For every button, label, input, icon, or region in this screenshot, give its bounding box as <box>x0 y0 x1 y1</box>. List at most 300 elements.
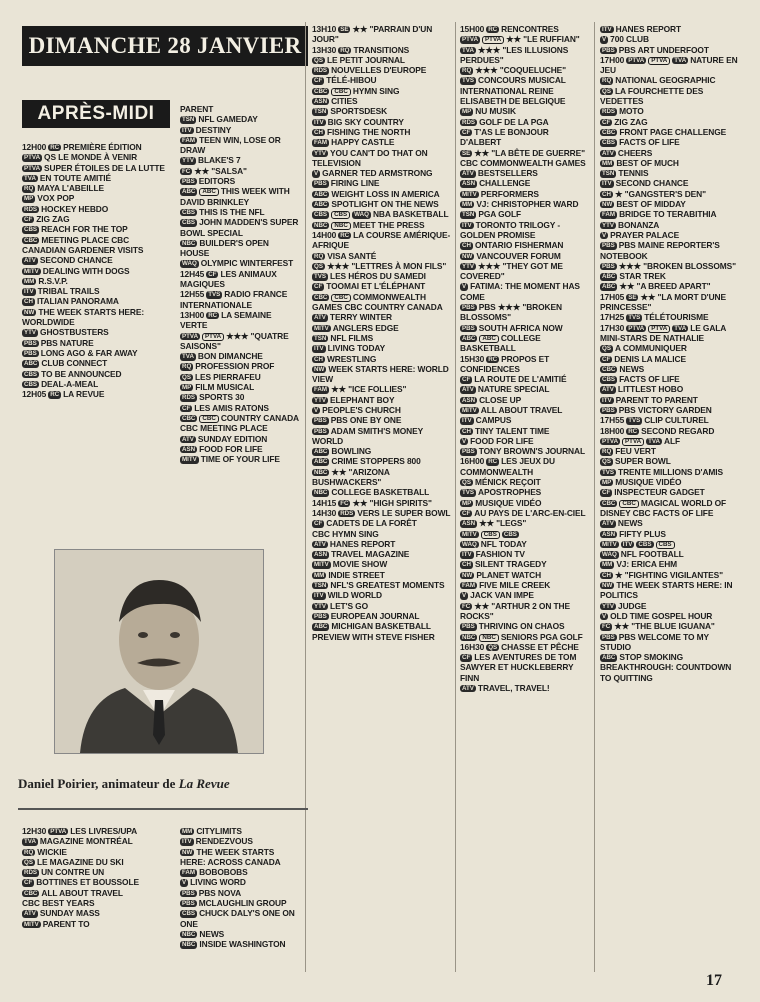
listing-time: 12H45 <box>180 268 205 279</box>
listing-entry <box>312 333 452 343</box>
program-title: MCLAUGHLIN GROUP <box>198 898 287 909</box>
channel-badge: TVA <box>648 437 661 445</box>
channel-badge: ABC <box>314 458 328 466</box>
channel-badge: YTV <box>314 396 327 404</box>
listing-entry <box>460 405 590 415</box>
program-title: TERRY WINTER <box>329 312 392 323</box>
program-title: VERS LE SUPER BOWL <box>357 507 451 518</box>
listing-entry <box>312 189 452 199</box>
channel-badge: ASN <box>314 98 328 106</box>
channel-badge: CBC <box>602 365 616 373</box>
channel-badge: WAQ <box>462 540 477 548</box>
program-title: BOTTINES ET BOUSSOLE <box>36 877 139 888</box>
column-divider <box>594 22 595 972</box>
program-title: THIS WEEK WITH DAVID BRINKLEY <box>180 186 290 207</box>
program-title: NEWS <box>199 928 225 939</box>
channel-badge: ABC <box>314 448 328 456</box>
program-title: SPORTSDESK <box>330 106 388 117</box>
listing-entry <box>600 354 740 364</box>
listing-entry <box>312 354 452 364</box>
listing-entry <box>312 312 452 322</box>
channel-badge: CF <box>24 879 33 887</box>
listing-entry <box>180 289 300 310</box>
listing-entry <box>600 189 740 199</box>
channel-badge: PTVA <box>24 164 41 172</box>
listing-entry <box>22 163 172 173</box>
channel-badge: RDS <box>24 869 38 877</box>
program-title: BRIDGE TO TERABITHIA <box>619 209 717 220</box>
portrait-illustration <box>55 550 263 753</box>
channel-badge: NBC <box>182 930 196 938</box>
channel-badge: ITV <box>602 180 612 188</box>
channel-badge: QS <box>462 479 471 487</box>
program-title: HYMN SING <box>352 85 400 96</box>
program-title: BON DIMANCHE <box>197 351 263 362</box>
channel-badge: ITV <box>314 118 324 126</box>
channel-badge: FAM <box>314 139 328 147</box>
program-title: TÉLÉ-HIBOU <box>326 75 377 86</box>
program-title: COLLEGE BASKETBALL <box>460 332 541 354</box>
program-title: FACTS OF LIFE <box>619 137 680 148</box>
program-title: ★★ "PARRAIN D'UN JOUR" <box>312 24 433 45</box>
listing-entry <box>312 508 452 518</box>
listing-entry <box>460 261 590 282</box>
listing-time: 12H05 <box>22 389 47 400</box>
listing-entry <box>312 456 452 466</box>
channel-badge: QS <box>314 56 323 64</box>
channel-badge: CH <box>462 561 471 569</box>
program-title: PBS NATURE <box>40 337 94 348</box>
channel-badge: YTV <box>602 221 615 229</box>
channel-badge: ASN <box>182 445 196 453</box>
channel-badge: FAM <box>462 582 476 590</box>
channel-badge: RQ <box>24 848 34 856</box>
channel-badge: RDS <box>462 118 476 126</box>
channel-badge: MITV <box>182 456 197 464</box>
channel-badge: V <box>182 879 187 887</box>
channel-badge: NW <box>314 365 325 373</box>
listing-time: 17H00 <box>600 54 625 65</box>
program-title: PBS ONE BY ONE <box>330 415 402 426</box>
channel-badge: CF <box>314 520 323 528</box>
listing-entry <box>600 127 740 137</box>
listing-entry <box>180 898 300 908</box>
listing-entry <box>460 477 590 487</box>
program-title: WICKIE <box>37 846 67 857</box>
program-title: BLAKE'S 7 <box>198 155 241 166</box>
program-title: NFL FOOTBALL <box>620 549 684 560</box>
listing-entry <box>312 539 452 549</box>
program-title: PBS WELCOME TO MY STUDIO <box>600 631 709 652</box>
listing-entry <box>600 518 740 528</box>
program-title: T'AS LE BONJOUR D'ALBERT <box>460 126 549 148</box>
channel-badge: PBS <box>182 178 195 186</box>
channel-badge: CBS <box>503 530 517 538</box>
listing-time: 15H00 <box>460 24 485 34</box>
channel-badge: YTV <box>314 149 327 157</box>
listing-entry <box>600 405 740 415</box>
listing-entry <box>180 269 300 290</box>
channel-badge: MITV <box>462 190 477 198</box>
listing-entry <box>312 343 452 353</box>
program-title: PBS MAINE REPORTER'S NOTEBOOK <box>600 240 720 261</box>
listing-entry <box>600 117 740 127</box>
channel-badge: CBC <box>24 889 38 897</box>
channel-badge: WAQ <box>182 260 197 268</box>
channel-badge: MM <box>182 828 193 835</box>
channel-badge: ABC <box>199 188 218 196</box>
channel-badge: CBS <box>481 531 500 539</box>
listing-entry <box>600 384 740 394</box>
program-title: LES AMIS RATONS <box>194 402 269 413</box>
listing-entry <box>600 601 740 611</box>
listing-entry <box>180 258 300 268</box>
channel-badge: ATV <box>314 540 326 548</box>
program-title: LES PIERRAFEU <box>194 371 261 382</box>
channel-badge: PBS <box>24 349 37 357</box>
program-title: GOLF DE LA PGA <box>479 116 549 127</box>
channel-badge: FAM <box>182 136 196 144</box>
listing-entry <box>460 436 590 446</box>
channel-badge: ATV <box>602 386 614 394</box>
listing-time: 17H05 <box>600 291 625 302</box>
channel-badge: ITV <box>462 417 472 425</box>
listing-entry <box>600 343 740 353</box>
program-title: BONANZA <box>618 219 660 230</box>
listing-entry <box>312 395 452 405</box>
channel-badge: ABC <box>314 623 328 631</box>
program-title: ★★ "ARTHUR 2 ON THE ROCKS" <box>460 600 570 621</box>
program-title: MOVIE SHOW <box>332 559 388 570</box>
channel-badge: RDS <box>602 108 616 116</box>
channel-badge: TSN <box>182 116 195 124</box>
channel-badge: MP <box>182 384 192 392</box>
program-title: TIME OF YOUR LIFE <box>200 454 280 465</box>
channel-badge: FC <box>602 623 611 631</box>
program-title: TRENTE MILLIONS D'AMIS <box>618 466 723 477</box>
channel-badge: ATV <box>462 386 474 394</box>
channel-badge: PTVA <box>182 332 199 340</box>
channel-badge: ABC <box>314 190 328 198</box>
listing-entry <box>22 193 172 203</box>
channel-badge: NBC <box>331 222 350 230</box>
program-title: LES AVENTURES DE TOM SAWYER ET HUCKLEBERRY FINN <box>460 652 577 683</box>
listing-entry <box>22 379 172 389</box>
channel-badge: ITV <box>314 345 324 353</box>
channel-badge: TSN <box>602 170 615 178</box>
channel-badge: PTVA <box>202 333 224 341</box>
program-title: CAMPUS <box>475 415 512 426</box>
channel-badge: CF <box>182 404 191 412</box>
program-title: CLIP CULTUREL <box>644 415 709 426</box>
program-title: FILM MUSICAL <box>195 382 255 393</box>
channel-badge: ABC <box>602 654 616 662</box>
channel-badge: ITV <box>602 396 612 404</box>
channel-badge: CBS <box>182 219 196 227</box>
listing-entry <box>460 621 590 631</box>
channel-badge: CBC <box>199 415 218 423</box>
listing-entry <box>180 847 300 868</box>
channel-badge: YTV <box>462 262 475 270</box>
channel-badge: MP <box>24 195 34 203</box>
channel-badge: QS <box>488 643 498 651</box>
listing-entry <box>460 539 590 549</box>
section-heading: APRÈS-MIDI <box>22 100 170 128</box>
channel-badge: CBC <box>602 499 616 507</box>
channel-badge: YTV <box>24 329 37 337</box>
listing-entry <box>460 127 590 148</box>
listing-entry <box>22 888 162 898</box>
program-title: NFL GAMEDAY <box>198 114 258 125</box>
channel-badge: RQ <box>340 46 350 54</box>
program-title: ALL ABOUT TRAVEL <box>480 404 563 415</box>
listing-entry <box>460 374 590 384</box>
listing-entry <box>22 867 162 877</box>
channel-badge: MM <box>462 201 473 209</box>
channel-badge: ATV <box>24 910 36 918</box>
listing-entry <box>180 125 300 135</box>
program-title: PGA GOLF <box>478 209 521 220</box>
program-title: TEEN WIN, LOSE OR DRAW <box>180 134 281 156</box>
program-title: LE GALA MINI-STARS DE NATHALIE <box>600 322 726 343</box>
program-title: JUDGE <box>618 600 647 611</box>
listing-entry <box>460 518 590 528</box>
listing-entry <box>180 929 300 939</box>
listing-entry <box>22 173 172 183</box>
listing-entry <box>180 826 300 836</box>
listing-entry <box>312 261 452 271</box>
channel-badge: SE <box>340 26 349 33</box>
listing-entry <box>22 877 162 887</box>
program-title: ★★ "HIGH SPIRITS" <box>352 497 432 508</box>
listing-entry <box>22 358 172 368</box>
listing-entry <box>180 155 300 165</box>
listing-entry <box>600 456 740 466</box>
channel-badge: CBC <box>602 128 616 136</box>
listing-time: 17H55 <box>600 415 625 426</box>
program-title: SUPER ÉTOILES DE LA LUTTE <box>44 162 165 173</box>
channel-badge: ABC <box>602 273 616 281</box>
channel-badge: NBC <box>182 941 196 949</box>
listing-entry <box>312 570 452 580</box>
program-title: VANCOUVER FORUM <box>476 250 561 261</box>
program-title: FEU VERT <box>615 446 656 457</box>
channel-badge: FC <box>462 602 471 610</box>
channel-badge: ITV <box>314 592 324 600</box>
channel-badge: CH <box>462 242 471 250</box>
channel-badge: PBS <box>462 623 475 631</box>
channel-badge: MITV <box>602 540 617 548</box>
program-title: RADIO FRANCE INTERNATIONALE <box>180 289 288 310</box>
program-title: FASHION TV <box>475 549 525 560</box>
listing-entry <box>180 867 300 877</box>
listing-entry <box>22 327 172 337</box>
channel-badge: TVS <box>208 291 221 299</box>
channel-badge: ITV <box>622 540 633 548</box>
channel-badge: ITV <box>182 838 192 846</box>
channel-badge: CF <box>24 216 33 224</box>
program-title: TINY TALENT TIME <box>474 425 550 436</box>
program-title: INDIE STREET <box>328 569 385 580</box>
listing-entry <box>312 580 452 590</box>
program-title: ★ "GANGSTER'S DEN" <box>614 188 706 199</box>
listing-entry <box>460 384 590 394</box>
listing-entry <box>460 75 590 106</box>
channel-badge: ATV <box>462 170 474 178</box>
program-title: JACK VAN IMPE <box>470 590 534 601</box>
channel-badge: ABC <box>602 283 616 291</box>
listing-entry <box>180 939 300 949</box>
listing-entry <box>180 392 300 402</box>
channel-badge: PBS <box>602 633 615 641</box>
program-title: CLUB CONNECT <box>41 358 108 369</box>
listing-entry <box>460 652 590 683</box>
channel-badge: NBC <box>314 468 328 476</box>
channel-badge: CBS <box>602 139 616 147</box>
program-title: LA COURSE AMÉRIQUE-AFRIQUE <box>312 229 451 251</box>
listing-entry <box>312 281 452 291</box>
program-title: BOWLING <box>331 446 372 457</box>
channel-badge: ATV <box>462 685 474 692</box>
channel-badge: ABC <box>479 335 498 343</box>
listing-entry <box>460 281 590 302</box>
listing-entry <box>180 135 300 156</box>
channel-badge: CF <box>462 654 471 662</box>
listing-entry <box>460 570 590 580</box>
listing-time: 14H15 <box>312 497 337 508</box>
program-title: SUPER BOWL <box>614 456 671 467</box>
listing-entry <box>312 271 452 281</box>
channel-badge: MITV <box>24 920 39 928</box>
listing-entry <box>180 351 300 361</box>
channel-badge: FC <box>182 167 191 175</box>
listing-column-3 <box>312 24 452 642</box>
channel-badge: ITV <box>182 126 192 134</box>
program-title: INSIDE WASHINGTON <box>199 939 286 950</box>
program-title: QS LE MONDE À VENIR <box>44 152 138 163</box>
program-title: STAR TREK <box>619 271 666 282</box>
listing-time: 16H30 <box>460 641 485 652</box>
listing-entry <box>460 302 590 323</box>
program-title: ★★★ "COQUELUCHE" <box>475 65 567 76</box>
channel-badge: RDS <box>182 394 196 402</box>
channel-badge: RC <box>628 427 638 435</box>
channel-badge: SE <box>628 293 637 301</box>
listing-entry <box>460 24 590 34</box>
channel-badge: PBS <box>602 242 615 250</box>
program-title: SILENT TRAGEDY <box>474 559 547 570</box>
listing-entry <box>600 148 740 158</box>
channel-badge: PBS <box>182 900 195 908</box>
listing-entry <box>180 104 300 114</box>
channel-badge: RQ <box>602 448 612 456</box>
program-title: NEWS <box>617 518 643 529</box>
listing-time: 12H00 <box>22 142 47 152</box>
channel-badge: QS <box>602 458 611 466</box>
program-title: COLLEGE BASKETBALL <box>331 487 430 498</box>
listing-entry <box>600 415 740 425</box>
listing-time: 18H00 <box>600 425 625 436</box>
listing-time: 14H30 <box>312 507 337 518</box>
program-title: OLYMPIC WINTERFEST <box>200 258 294 269</box>
program-title: VJ: ERICA EHM <box>616 559 678 570</box>
listing-entry <box>312 601 452 611</box>
listing-entry <box>460 456 590 477</box>
channel-badge: CF <box>602 489 611 497</box>
listing-entry <box>600 652 740 683</box>
channel-badge: CF <box>602 118 611 126</box>
listing-entry <box>22 235 172 256</box>
listing-entry <box>460 106 590 116</box>
listing-entry <box>460 529 590 539</box>
listing-time: 12H55 <box>180 289 205 300</box>
channel-badge: MITV <box>314 324 329 332</box>
channel-badge: RDS <box>340 509 354 517</box>
program-title: LITTLEST HOBO <box>617 384 684 395</box>
channel-badge: NBC <box>314 489 328 497</box>
listing-entry <box>600 178 740 188</box>
program-title: CITYLIMITS <box>196 826 242 836</box>
listing-column-6 <box>22 826 162 929</box>
listing-entry <box>600 632 740 653</box>
program-title: EDITORS <box>198 176 236 187</box>
listing-entry <box>460 34 590 44</box>
program-title: MUSIQUE VIDÉO <box>475 497 542 508</box>
program-title: FACTS OF LIFE <box>619 374 680 385</box>
channel-badge: ATV <box>314 314 326 322</box>
program-title: UN CONTRE UN <box>41 867 105 878</box>
channel-badge: YTV <box>182 157 195 165</box>
listing-entry <box>600 55 740 76</box>
listing-entry <box>600 230 740 240</box>
listing-entry <box>312 426 452 447</box>
program-title: WILD WORLD <box>327 590 382 601</box>
program-title: NATURE EN JEU <box>600 54 738 76</box>
channel-badge: QS <box>602 345 611 353</box>
program-title: TRAVEL MAGAZINE <box>331 549 410 560</box>
listing-column-5 <box>600 24 740 683</box>
program-title: ALL ABOUT TRAVEL <box>41 887 123 898</box>
channel-badge: CF <box>462 128 471 136</box>
program-title: THE WEEK STARTS HERE: WORLDWIDE <box>22 306 145 328</box>
channel-badge: PBS <box>602 262 615 270</box>
program-title: LE PETIT JOURNAL <box>326 54 405 65</box>
channel-badge: ABC <box>462 334 476 342</box>
program-title: JOHN MADDEN'S SUPER BOWL SPECIAL <box>180 217 299 238</box>
program-title: NATIONAL GEOGRAPHIC <box>615 75 716 86</box>
listing-entry <box>312 137 452 147</box>
program-title: FIVE MILE CREEK <box>479 580 551 591</box>
program-title: THIS IS THE NFL <box>199 206 265 217</box>
channel-badge: FAM <box>602 211 616 219</box>
program-title: REACH FOR THE TOP <box>41 224 128 235</box>
listing-entry <box>22 142 172 152</box>
program-title: LES JEUX DU COMMONWEALTH <box>460 456 555 477</box>
channel-badge: ITV <box>602 26 612 33</box>
program-title: SUNDAY MASS <box>39 908 100 919</box>
program-title: LES HÉROS DU SAMEDI <box>330 271 426 282</box>
channel-badge: CBC <box>24 236 38 244</box>
listing-entry <box>312 487 452 497</box>
photo-caption <box>18 776 308 792</box>
channel-badge: TSN <box>314 334 327 342</box>
program-title: DESTINY <box>195 124 232 135</box>
channel-badge: WAQ <box>354 211 369 219</box>
program-title: LES LIVRES/UPA <box>70 826 138 836</box>
program-title: PARENT TO <box>42 918 90 929</box>
listing-entry <box>312 529 452 539</box>
listing-entry <box>600 168 740 178</box>
